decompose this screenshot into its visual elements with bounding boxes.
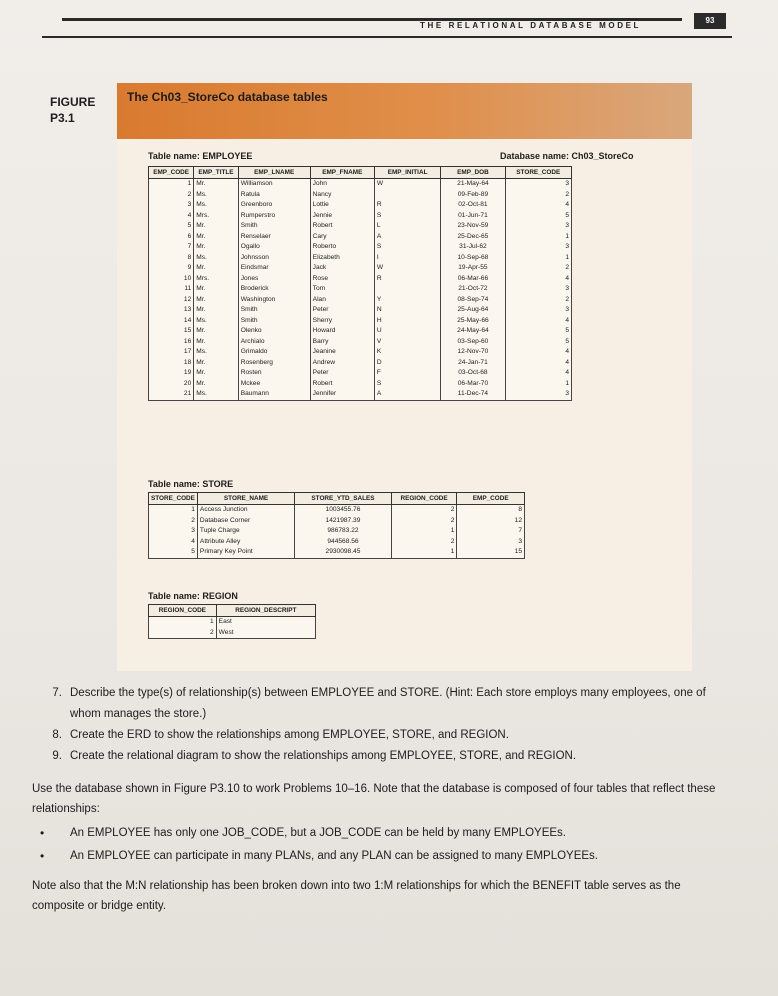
table-cell: Lottie <box>310 200 374 211</box>
table-cell: Johnsson <box>238 253 310 264</box>
figure-label <box>50 94 95 126</box>
table-cell: 25-May-66 <box>441 316 505 327</box>
table-cell: 3 <box>149 526 198 537</box>
table-cell: 03-Sep-60 <box>441 337 505 348</box>
table-cell: Robert <box>310 221 374 232</box>
table-row <box>149 358 572 369</box>
table-cell: 3 <box>505 179 571 190</box>
table-cell: Olenko <box>238 326 310 337</box>
table-cell: 10-Sep-68 <box>441 253 505 264</box>
table-cell: 25-Aug-64 <box>441 305 505 316</box>
table-cell: 1 <box>149 617 217 628</box>
table-cell: S <box>374 242 440 253</box>
table-cell: Alan <box>310 295 374 306</box>
question-text: Describe the type(s) of relationship(s) between EMPLOYEE and STORE. (Hint: Each store employs many employees, one of whom manages the store.) <box>70 687 706 720</box>
table-row <box>149 337 572 348</box>
column-header: REGION_DESCRIPT <box>216 605 315 617</box>
table-cell: 2 <box>149 516 198 527</box>
table-cell: 3 <box>149 200 194 211</box>
table-cell: 2 <box>149 628 217 639</box>
table-cell: Greenboro <box>238 200 310 211</box>
table-cell: Peter <box>310 368 374 379</box>
table-cell: 3 <box>505 284 571 295</box>
table-cell: Ratula <box>238 190 310 201</box>
table-cell: Database Corner <box>197 516 294 527</box>
question-text: Create the ERD to show the relationships among EMPLOYEE, STORE, and REGION. <box>70 729 509 741</box>
table-cell: Smith <box>238 316 310 327</box>
table-cell: Ms. <box>194 200 238 211</box>
table-cell: 5 <box>149 547 198 558</box>
store-header-row <box>149 493 525 505</box>
table-row <box>149 617 316 628</box>
table-cell: Attribute Alley <box>197 537 294 548</box>
table-cell: Smith <box>238 305 310 316</box>
employee-table-name: Table name: EMPLOYEE <box>148 151 253 161</box>
bullet-text: An EMPLOYEE can participate in many PLANs, and any PLAN can be assigned to many EMPLOYEEs. <box>70 850 598 862</box>
table-cell: Mr. <box>194 221 238 232</box>
question-7 <box>34 683 724 725</box>
table-cell: 12-Nov-70 <box>441 347 505 358</box>
table-cell: 19-Apr-55 <box>441 263 505 274</box>
table-cell: Mrs. <box>194 274 238 285</box>
table-cell: Rosenberg <box>238 358 310 369</box>
table-cell: Peter <box>310 305 374 316</box>
question-8 <box>34 725 724 746</box>
table-cell: Mrs. <box>194 211 238 222</box>
table-cell: 7 <box>457 526 525 537</box>
table-row <box>149 368 572 379</box>
table-cell: Mr. <box>194 242 238 253</box>
table-cell: 4 <box>505 274 571 285</box>
table-cell: Andrew <box>310 358 374 369</box>
table-cell: Nancy <box>310 190 374 201</box>
region-table-name: Table name: REGION <box>148 591 238 601</box>
table-cell: 11-Dec-74 <box>441 389 505 400</box>
table-cell: 08-Sep-74 <box>441 295 505 306</box>
figure-label-word: FIGURE <box>50 95 96 109</box>
table-cell: 12 <box>457 516 525 527</box>
table-cell: 25-Dec-65 <box>441 232 505 243</box>
table-cell: 1003455.76 <box>295 505 391 516</box>
table-cell: 1421987.39 <box>295 516 391 527</box>
table-cell: Ogallo <box>238 242 310 253</box>
table-cell: 8 <box>457 505 525 516</box>
column-header: EMP_LNAME <box>238 167 310 179</box>
table-cell: V <box>374 337 440 348</box>
table-cell: 1 <box>505 379 571 390</box>
table-cell: 24-May-64 <box>441 326 505 337</box>
table-cell: Mr. <box>194 284 238 295</box>
table-cell: Archialo <box>238 337 310 348</box>
table-cell: Ms. <box>194 253 238 264</box>
table-cell: W <box>374 263 440 274</box>
table-cell: 23-Nov-59 <box>441 221 505 232</box>
table-cell: Jones <box>238 274 310 285</box>
table-cell: Mckee <box>238 379 310 390</box>
table-cell: 4 <box>505 316 571 327</box>
table-cell: Robert <box>310 379 374 390</box>
table-cell: Mr. <box>194 179 238 190</box>
table-cell: 1 <box>149 179 194 190</box>
column-header: STORE_YTD_SALES <box>295 493 391 505</box>
table-cell: A <box>374 389 440 400</box>
table-cell: 2 <box>505 263 571 274</box>
table-cell: 16 <box>149 337 194 348</box>
bullet-item <box>40 846 730 866</box>
table-cell: 20 <box>149 379 194 390</box>
table-cell: 2 <box>391 537 457 548</box>
table-row <box>149 326 572 337</box>
table-row <box>149 232 572 243</box>
table-cell: Rose <box>310 274 374 285</box>
table-cell: 944568.56 <box>295 537 391 548</box>
table-cell: 3 <box>505 389 571 400</box>
table-cell: Jennie <box>310 211 374 222</box>
table-row <box>149 179 572 190</box>
column-header: EMP_FNAME <box>310 167 374 179</box>
table-cell: 15 <box>457 547 525 558</box>
table-cell: R <box>374 200 440 211</box>
table-cell: L <box>374 221 440 232</box>
table-row <box>149 253 572 264</box>
table-cell: Roberto <box>310 242 374 253</box>
table-cell: Rumperstro <box>238 211 310 222</box>
table-row <box>149 537 525 548</box>
table-cell: Mr. <box>194 368 238 379</box>
table-row <box>149 242 572 253</box>
column-header: EMP_DOB <box>441 167 505 179</box>
table-cell: Ms. <box>194 190 238 201</box>
table-row <box>149 347 572 358</box>
table-cell: 6 <box>149 232 194 243</box>
table-cell: 4 <box>505 358 571 369</box>
table-row <box>149 547 525 558</box>
table-cell: 986783.22 <box>295 526 391 537</box>
table-cell: Jack <box>310 263 374 274</box>
column-header: EMP_TITLE <box>194 167 238 179</box>
table-cell: 5 <box>149 221 194 232</box>
table-cell: Tom <box>310 284 374 295</box>
table-cell: S <box>374 379 440 390</box>
page-number: 93 <box>694 13 726 29</box>
table-row <box>149 190 572 201</box>
table-row <box>149 628 316 639</box>
question-list <box>34 683 724 767</box>
database-name: Database name: Ch03_StoreCo <box>500 151 634 161</box>
bullet-text: An EMPLOYEE has only one JOB_CODE, but a JOB_CODE can be held by many EMPLOYEEs. <box>70 827 567 839</box>
table-cell: Mr. <box>194 263 238 274</box>
table-cell: S <box>374 211 440 222</box>
table-cell: Baumann <box>238 389 310 400</box>
table-cell: 13 <box>149 305 194 316</box>
table-cell: Sherry <box>310 316 374 327</box>
table-cell: Jennifer <box>310 389 374 400</box>
table-cell: 1 <box>391 547 457 558</box>
column-header: EMP_CODE <box>149 167 194 179</box>
table-row <box>149 284 572 295</box>
table-cell: Washington <box>238 295 310 306</box>
table-cell: Grimaldo <box>238 347 310 358</box>
table-cell: John <box>310 179 374 190</box>
region-header-row <box>149 605 316 617</box>
table-cell: 3 <box>505 242 571 253</box>
table-cell: Ms. <box>194 316 238 327</box>
table-cell: 17 <box>149 347 194 358</box>
table-cell: 4 <box>505 200 571 211</box>
table-cell: 10 <box>149 274 194 285</box>
table-cell: 09-Feb-89 <box>441 190 505 201</box>
table-cell: 5 <box>505 211 571 222</box>
bullet-icon: • <box>40 826 45 840</box>
table-cell: 19 <box>149 368 194 379</box>
employee-table <box>148 166 572 401</box>
question-9 <box>34 746 724 767</box>
table-cell: 11 <box>149 284 194 295</box>
table-row <box>149 305 572 316</box>
region-table <box>148 604 316 639</box>
table-cell: H <box>374 316 440 327</box>
table-cell: 5 <box>505 337 571 348</box>
column-header: EMP_CODE <box>457 493 525 505</box>
table-cell: Broderick <box>238 284 310 295</box>
table-cell: 3 <box>505 305 571 316</box>
running-head: THE RELATIONAL DATABASE MODEL <box>420 21 642 30</box>
table-cell: 24-Jan-71 <box>441 358 505 369</box>
table-cell: Smith <box>238 221 310 232</box>
table-cell: 8 <box>149 253 194 264</box>
table-cell: 4 <box>505 368 571 379</box>
table-cell: East <box>216 617 315 628</box>
table-cell: Y <box>374 295 440 306</box>
header-rule-lower <box>42 36 732 38</box>
table-cell: Mr. <box>194 326 238 337</box>
table-cell: 02-Oct-81 <box>441 200 505 211</box>
table-cell <box>374 284 440 295</box>
table-cell: 4 <box>149 537 198 548</box>
table-cell: Cary <box>310 232 374 243</box>
table-cell: 21-May-64 <box>441 179 505 190</box>
column-header: STORE_CODE <box>149 493 198 505</box>
column-header: EMP_INITIAL <box>374 167 440 179</box>
table-cell: 1 <box>505 232 571 243</box>
table-row <box>149 200 572 211</box>
table-cell: R <box>374 274 440 285</box>
table-cell: 2 <box>149 190 194 201</box>
table-cell: 2 <box>391 505 457 516</box>
table-cell: 14 <box>149 316 194 327</box>
table-cell: 12 <box>149 295 194 306</box>
table-cell: 9 <box>149 263 194 274</box>
table-cell: 1 <box>505 253 571 264</box>
table-row <box>149 379 572 390</box>
table-cell: 18 <box>149 358 194 369</box>
table-row <box>149 389 572 400</box>
table-cell: 15 <box>149 326 194 337</box>
table-cell: F <box>374 368 440 379</box>
table-row <box>149 274 572 285</box>
table-cell: Mr. <box>194 232 238 243</box>
table-cell: U <box>374 326 440 337</box>
table-cell: Renselaer <box>238 232 310 243</box>
table-cell <box>374 190 440 201</box>
table-cell: 4 <box>149 211 194 222</box>
table-row <box>149 516 525 527</box>
table-cell: K <box>374 347 440 358</box>
column-header: REGION_CODE <box>149 605 217 617</box>
table-cell: Howard <box>310 326 374 337</box>
question-number: 7. <box>52 687 62 699</box>
bullet-item <box>40 823 730 843</box>
table-row <box>149 211 572 222</box>
table-cell: Williamson <box>238 179 310 190</box>
table-cell: 21 <box>149 389 194 400</box>
closing-paragraph: Note also that the M:N relationship has been broken down into two 1:M relationships for which the BENEFIT table serves as the composite or bridge entity. <box>32 880 681 912</box>
table-cell: Ms. <box>194 347 238 358</box>
table-cell: 01-Jun-71 <box>441 211 505 222</box>
column-header: STORE_NAME <box>197 493 294 505</box>
figure-label-number: P3.1 <box>50 111 75 125</box>
table-cell: 5 <box>505 326 571 337</box>
table-cell: Rosten <box>238 368 310 379</box>
table-cell: Eindsmar <box>238 263 310 274</box>
question-text: Create the relational diagram to show the relationships among EMPLOYEE, STORE, and REGION. <box>70 750 577 762</box>
table-cell: 3 <box>505 221 571 232</box>
table-cell: 1 <box>149 505 198 516</box>
table-cell: 06-Mar-70 <box>441 379 505 390</box>
table-cell: Mr. <box>194 337 238 348</box>
column-header: STORE_CODE <box>505 167 571 179</box>
table-cell: W <box>374 179 440 190</box>
column-header: REGION_CODE <box>391 493 457 505</box>
table-cell: Mr. <box>194 358 238 369</box>
table-cell: Elizabeth <box>310 253 374 264</box>
bullet-icon: • <box>40 849 45 863</box>
table-cell: Access Junction <box>197 505 294 516</box>
store-table <box>148 492 525 559</box>
table-cell: 4 <box>505 347 571 358</box>
table-cell: 2 <box>391 516 457 527</box>
table-cell: 2930098.45 <box>295 547 391 558</box>
table-row <box>149 221 572 232</box>
question-number: 8. <box>52 729 62 741</box>
table-row <box>149 505 525 516</box>
table-row <box>149 263 572 274</box>
table-cell: 7 <box>149 242 194 253</box>
table-cell: Mr. <box>194 379 238 390</box>
intro-paragraph: Use the database shown in Figure P3.10 to work Problems 10–16. Note that the database is composed of four tables that reflect these relationships: <box>32 783 716 815</box>
table-cell: D <box>374 358 440 369</box>
table-cell: 1 <box>391 526 457 537</box>
table-row <box>149 526 525 537</box>
table-cell: Primary Key Point <box>197 547 294 558</box>
table-cell: Mr. <box>194 305 238 316</box>
table-cell: Ms. <box>194 389 238 400</box>
table-cell: 2 <box>505 295 571 306</box>
table-cell: 3 <box>457 537 525 548</box>
table-cell: 2 <box>505 190 571 201</box>
table-cell: I <box>374 253 440 264</box>
table-cell: Mr. <box>194 295 238 306</box>
table-cell: 31-Jul-62 <box>441 242 505 253</box>
question-number: 9. <box>52 750 62 762</box>
figure-title: The Ch03_StoreCo database tables <box>127 90 328 104</box>
table-cell: 21-Oct-72 <box>441 284 505 295</box>
table-cell: N <box>374 305 440 316</box>
table-cell: 03-Oct-68 <box>441 368 505 379</box>
table-cell: Jeanine <box>310 347 374 358</box>
table-cell: Barry <box>310 337 374 348</box>
table-cell: West <box>216 628 315 639</box>
employee-header-row <box>149 167 572 179</box>
table-cell: Tuple Charge <box>197 526 294 537</box>
table-row <box>149 295 572 306</box>
store-table-name: Table name: STORE <box>148 479 234 489</box>
table-row <box>149 316 572 327</box>
table-cell: A <box>374 232 440 243</box>
table-cell: 06-Mar-66 <box>441 274 505 285</box>
